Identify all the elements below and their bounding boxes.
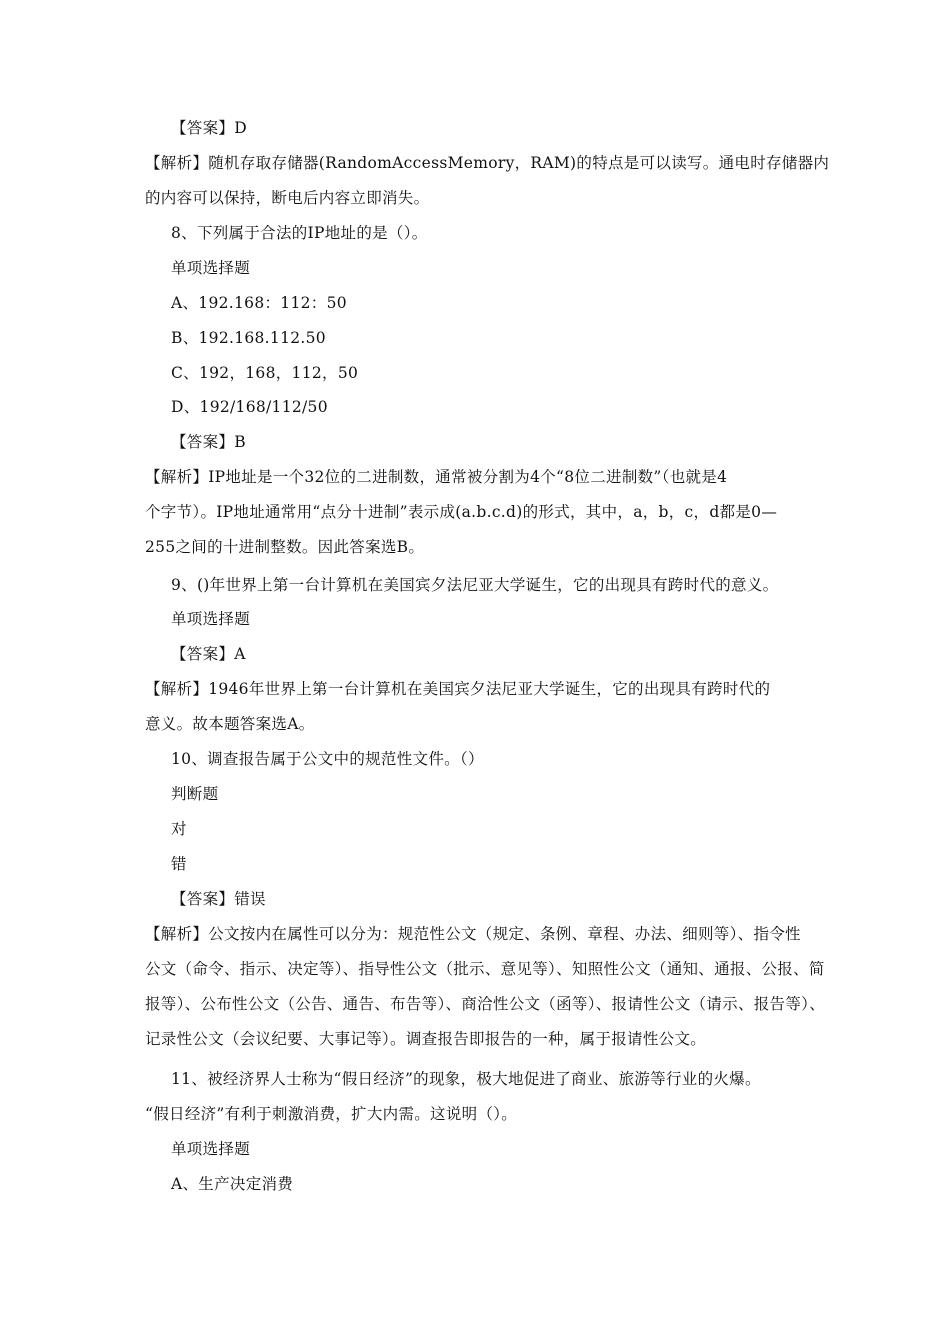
option-true-q10: 对 xyxy=(171,820,187,838)
question-8: 8、下列属于合法的IP地址的是（）。 xyxy=(171,224,428,242)
question-11-line2: “假日经济”有利于刺激消费，扩大内需。这说明（）。 xyxy=(145,1105,518,1123)
question-11-line1: 11、被经济界人士称为“假日经济”的现象，极大地促进了商业、旅游等行业的火爆。 xyxy=(171,1070,761,1088)
explanation-q7-line1: 【解析】随机存取存储器(RandomAccessMemory，RAM)的特点是可以读写。通电时存储器内 xyxy=(145,154,830,172)
explanation-q10-line1: 【解析】公文按内在属性可以分为：规范性公文（规定、条例、章程、办法、细则等）、指令性 xyxy=(145,925,801,943)
answer-label-q9: 【答案】A xyxy=(171,645,246,663)
question-10: 10、调查报告属于公文中的规范性文件。（） xyxy=(171,750,484,768)
option-a-q8: A、192.168：112：50 xyxy=(171,294,347,312)
explanation-q9-line2: 意义。故本题答案选A。 xyxy=(145,715,315,733)
explanation-q7-line2: 的内容可以保持，断电后内容立即消失。 xyxy=(145,189,430,207)
answer-label-q8: 【答案】B xyxy=(171,433,246,451)
explanation-q10-line3: 报等）、公布性公文（公告、通告、布告等）、商洽性公文（函等）、报请性公文（请示、报告等）、 xyxy=(145,995,826,1013)
answer-label-q10: 【答案】错误 xyxy=(171,890,266,908)
question-type-q10: 判断题 xyxy=(171,785,219,803)
explanation-q10-line2: 公文（命令、指示、决定等）、指导性公文（批示、意见等）、知照性公文（通知、通报、公报、简 xyxy=(145,960,825,978)
option-c-q8: C、192，168，112，50 xyxy=(171,364,359,382)
explanation-q10-line4: 记录性公文（会议纪要、大事记等）。调查报告即报告的一种，属于报请性公文。 xyxy=(145,1030,707,1048)
answer-label-q7: 【答案】D xyxy=(171,119,247,137)
option-false-q10: 错 xyxy=(171,855,187,873)
explanation-q8-line3: 255之间的十进制整数。因此答案选B。 xyxy=(145,538,425,556)
option-d-q8: D、192/168/112/50 xyxy=(171,398,328,416)
question-9: 9、()年世界上第一台计算机在美国宾夕法尼亚大学诞生，它的出现具有跨时代的意义。 xyxy=(171,576,779,594)
question-type-q11: 单项选择题 xyxy=(171,1140,251,1158)
question-type-q8: 单项选择题 xyxy=(171,259,251,277)
explanation-q9-line1: 【解析】1946年世界上第一台计算机在美国宾夕法尼亚大学诞生，它的出现具有跨时代的 xyxy=(145,680,771,698)
explanation-q8-line2: 个字节）。IP地址通常用“点分十进制”表示成(a.b.c.d)的形式，其中，a，b，c，d都是0— xyxy=(145,503,778,521)
explanation-q8-line1: 【解析】IP地址是一个32位的二进制数，通常被分割为4个“8位二进制数”（也就是4 xyxy=(145,468,728,486)
question-type-q9: 单项选择题 xyxy=(171,610,251,628)
option-a-q11: A、生产决定消费 xyxy=(171,1175,294,1193)
option-b-q8: B、192.168.112.50 xyxy=(171,329,326,347)
